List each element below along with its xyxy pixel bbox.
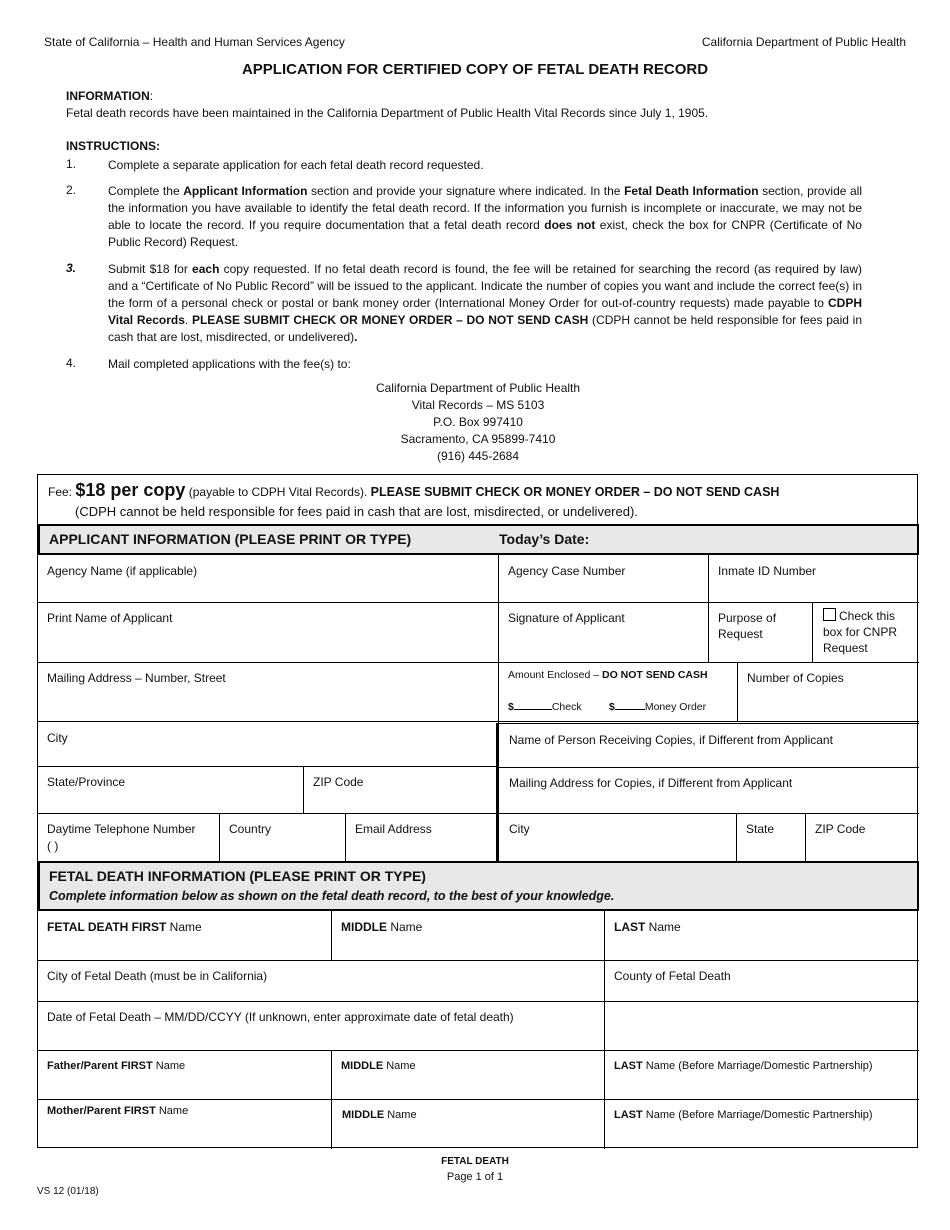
copies-label: Number of Copies xyxy=(747,671,844,685)
fetal-last-name-field[interactable] xyxy=(605,911,919,960)
signature-label: Signature of Applicant xyxy=(508,611,625,625)
todays-date-label: Today’s Date: xyxy=(499,531,590,547)
instruction-number: 4. xyxy=(66,356,77,370)
footer-form-id: VS 12 (01/18) xyxy=(37,1186,99,1197)
inmate-id-label: Inmate ID Number xyxy=(718,564,817,578)
page-title: APPLICATION FOR CERTIFIED COPY OF FETAL DEATH RECORD xyxy=(241,61,709,78)
email-field[interactable] xyxy=(346,813,494,861)
footer-page-number: Page 1 of 1 xyxy=(446,1171,504,1183)
fetal-first-name-field[interactable] xyxy=(38,911,331,960)
department-header: California Department of Public Health xyxy=(701,35,906,49)
mail-line: Vital Records – MS 5103 xyxy=(411,398,545,412)
instruction-2: Complete the Applicant Information section and provide your signature where indicated. In the Fetal Death Information section, provide all the information you have available to identify the fetal death record. If the information you furnish is incomplete or inaccurate, we may not be able to locate the record. If you require documentation that a fetal death record does not exist, check the box for CNPR (Certificate of No Public Record) Request. xyxy=(108,184,863,249)
city-field[interactable] xyxy=(38,722,494,766)
copies-city-label: City xyxy=(509,822,530,836)
father-last-name-field[interactable] xyxy=(605,1050,919,1099)
fetal-last-label: LAST Name xyxy=(614,920,681,934)
fetal-city-label: City of Fetal Death (must be in California) xyxy=(47,969,268,983)
state-province-field[interactable] xyxy=(38,766,303,813)
agency-name-label: Agency Name (if applicable) xyxy=(47,564,198,578)
amount-enclosed-label: Amount Enclosed – DO NOT SEND CASH xyxy=(508,669,708,681)
fetal-first-label: FETAL DEATH FIRST Name xyxy=(47,920,202,934)
father-middle-name-field[interactable] xyxy=(332,1050,604,1099)
instruction-number: 1. xyxy=(66,157,77,171)
purpose-label: Purpose of Request xyxy=(718,611,777,641)
mail-line: (916) 445-2684 xyxy=(436,449,520,463)
mother-middle-name-field[interactable] xyxy=(332,1099,604,1149)
mother-first-name-field[interactable] xyxy=(38,1099,331,1149)
applicant-heading: APPLICANT INFORMATION (PLEASE PRINT OR TYPE) xyxy=(49,531,412,547)
footer-form-type: FETAL DEATH xyxy=(441,1156,509,1167)
father-last-label: LAST Name (Before Marriage/Domestic Partnership) xyxy=(614,1060,873,1072)
fetal-county-field[interactable] xyxy=(605,960,919,1001)
cnpr-checkbox[interactable] xyxy=(813,602,919,662)
mailing-address-label: Mailing Address – Number, Street xyxy=(47,671,226,685)
agency-case-label: Agency Case Number xyxy=(508,564,626,578)
mother-last-name-field[interactable] xyxy=(605,1099,919,1149)
inmate-id-field[interactable] xyxy=(709,555,919,602)
mailing-copies-field[interactable] xyxy=(500,767,919,813)
zip-label: ZIP Code xyxy=(313,775,364,789)
receiving-name-label: Name of Person Receiving Copies, if Different from Applicant xyxy=(509,733,833,747)
checkbox-icon[interactable] xyxy=(823,608,836,621)
fee-note: (CDPH cannot be held responsible for fees paid in cash that are lost, misdirected, or undelivered). xyxy=(75,504,638,519)
country-label: Country xyxy=(229,822,272,836)
copies-state-field[interactable] xyxy=(737,813,805,861)
mailing-address-field[interactable] xyxy=(38,662,498,721)
amount-enclosed-field[interactable] xyxy=(499,662,737,721)
money-order-amount: $ Money Order xyxy=(609,701,707,713)
instruction-4: Mail completed applications with the fee(s) to: xyxy=(108,357,351,371)
fetal-date-label: Date of Fetal Death – MM/DD/CCYY (If unknown, enter approximate date of fetal death) xyxy=(47,1010,514,1024)
applicant-name-field[interactable] xyxy=(38,602,498,662)
phone-area-code: ( ) xyxy=(47,839,59,853)
mailing-address-block xyxy=(0,380,950,465)
application-form xyxy=(37,474,918,1148)
city-label: City xyxy=(47,731,68,745)
father-first-label: Father/Parent FIRST Name xyxy=(47,1060,186,1072)
signature-field[interactable] xyxy=(499,602,708,662)
agency-header: State of California – Health and Human Services Agency xyxy=(44,35,345,49)
mother-first-label: Mother/Parent FIRST Name xyxy=(47,1105,189,1117)
fetal-subheading: Complete information below as shown on the fetal death record, to the best of your knowledge. xyxy=(49,889,615,903)
mail-line: California Department of Public Health xyxy=(375,381,581,395)
cnpr-label: Check this box for CNPR Request xyxy=(823,609,898,655)
applicant-name-label: Print Name of Applicant xyxy=(47,611,173,625)
agency-name-field[interactable] xyxy=(38,555,498,602)
purpose-field[interactable] xyxy=(709,602,812,662)
mail-line: P.O. Box 997410 xyxy=(433,415,523,429)
information-heading: INFORMATION: xyxy=(66,89,154,103)
fetal-heading: FETAL DEATH INFORMATION (PLEASE PRINT OR TYPE) xyxy=(49,868,426,884)
father-first-name-field[interactable] xyxy=(38,1050,331,1099)
fetal-section-header xyxy=(38,861,919,911)
mother-last-label: LAST Name (Before Marriage/Domestic Partnership) xyxy=(614,1109,873,1121)
phone-label: Daytime Telephone Number xyxy=(47,822,196,836)
number-of-copies-field[interactable] xyxy=(738,662,919,721)
information-text: Fetal death records have been maintained in the California Department of Public Health Vital Records since July 1, 1905. xyxy=(66,106,709,120)
fetal-date-field[interactable] xyxy=(38,1001,604,1050)
receiving-name-field[interactable] xyxy=(500,724,919,768)
phone-field[interactable] xyxy=(38,813,218,861)
mother-middle-label: MIDDLE Name xyxy=(342,1109,417,1121)
zip-field[interactable] xyxy=(304,766,494,813)
instructions-heading: INSTRUCTIONS: xyxy=(66,139,160,153)
mailing-copies-label: Mailing Address for Copies, if Different from Applicant xyxy=(509,776,793,790)
email-label: Email Address xyxy=(355,822,432,836)
check-amount: $ Check xyxy=(508,701,582,713)
applicant-section-header xyxy=(38,524,919,555)
instruction-1: Complete a separate application for each fetal death record requested. xyxy=(108,158,484,172)
copies-zip-field[interactable] xyxy=(806,813,919,861)
mail-line: Sacramento, CA 95899-7410 xyxy=(400,432,556,446)
agency-case-field[interactable] xyxy=(499,555,708,602)
fee-line: Fee: $18 per copy (payable to CDPH Vital Records). PLEASE SUBMIT CHECK OR MONEY ORDER – DO NOT SEND CASH xyxy=(48,480,780,500)
fetal-middle-name-field[interactable] xyxy=(332,911,604,960)
instruction-number: 2. xyxy=(66,183,77,197)
instruction-3: Submit $18 for each copy requested. If no fetal death record is found, the fee will be retained for searching the record (as required by law) and a “Certificate of No Public Record” will be issued to the applicant. Indicate the number of copies you want and include the correct fee(s) in the form of a personal check or postal or bank money order (International Money Order for out-of-country requests) made payable to CDPH Vital Records. PLEASE SUBMIT CHECK OR MONEY ORDER – DO NOT SEND CASH (CDPH cannot be held responsible for fees paid in cash that are lost, misdirected, or undelivered). xyxy=(108,262,863,344)
fetal-city-field[interactable] xyxy=(38,960,604,1001)
father-middle-label: MIDDLE Name xyxy=(341,1060,416,1072)
state-province-label: State/Province xyxy=(47,775,126,789)
country-field[interactable] xyxy=(220,813,345,861)
copies-state-label: State xyxy=(746,822,775,836)
copies-city-field[interactable] xyxy=(500,813,736,861)
copies-zip-label: ZIP Code xyxy=(815,822,866,836)
fetal-date-entry[interactable] xyxy=(605,1001,919,1050)
instruction-number: 3. xyxy=(66,261,77,275)
fetal-county-label: County of Fetal Death xyxy=(614,969,731,983)
fetal-middle-label: MIDDLE Name xyxy=(341,920,423,934)
